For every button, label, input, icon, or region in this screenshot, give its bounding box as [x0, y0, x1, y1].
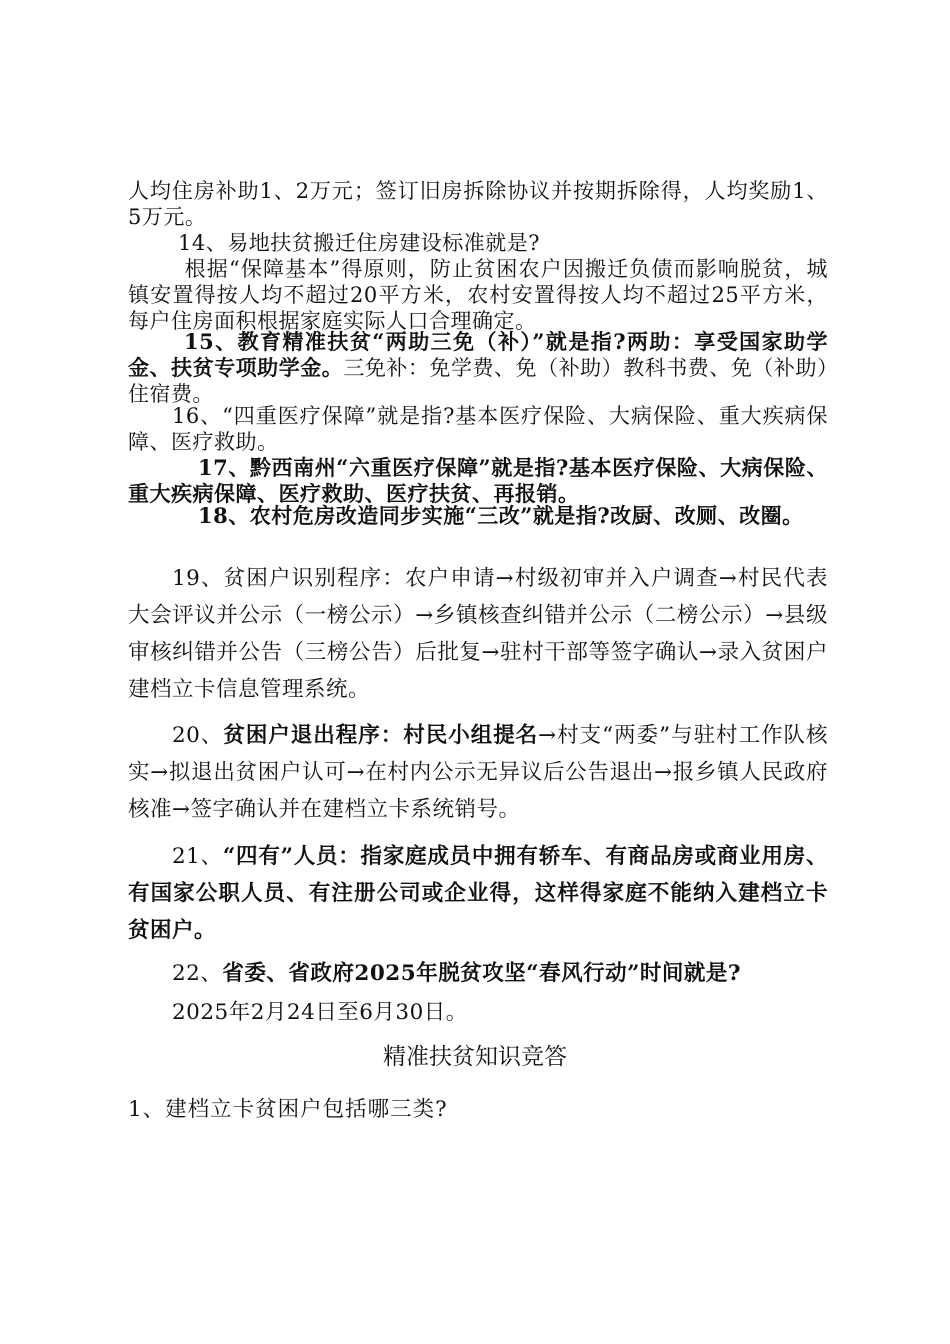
number-text: 21、	[172, 844, 223, 869]
question-18	[128, 503, 828, 529]
question-text: 14、易地扶贫搬迁住房建设标准就是?	[178, 231, 540, 255]
question-14	[128, 230, 828, 256]
question-15	[128, 329, 828, 407]
answer-22	[128, 994, 828, 1031]
answer-14	[128, 256, 828, 334]
bold-text: 省委、省政府2025年脱贫攻坚“春风行动”时间就是?	[222, 961, 742, 986]
answer-text: 2025年2月24日至6月30日。	[172, 1000, 468, 1025]
answer-text: 16、“四重医疗保障”就是指?基本医疗保险、大病保险、重大疾病保障、医疗救助。	[128, 404, 828, 454]
paragraph-text: 人均住房补助1、2万元；签订旧房拆除协议并按期拆除得，人均奖励1、5万元。	[128, 179, 828, 229]
question-21	[128, 838, 828, 949]
answer-text: 三免补：免学费、免（补助）教科书费、免（补助）住宿费。	[128, 356, 828, 406]
bold-text: 15、教育精准扶贫“两助三免（补）”就是指?两助：享受国家助学金、扶贫专项助学金。	[128, 329, 828, 380]
answer-text: →村支“两委”与驻村工作队核实→拟退出贫困户认可→在村内公示无异议后公告退出→报乡镇人民政府核准→签字确认并在建档立卡系统销号。	[128, 723, 829, 822]
question-17	[128, 455, 828, 507]
bold-text: 贫困户退出程序：村民小组提名	[223, 723, 539, 748]
section-title: 精准扶贫知识竞答	[383, 1044, 567, 1070]
quiz-question-1: 1、建档立卡贫困户包括哪三类?	[128, 1097, 448, 1122]
question-16	[128, 403, 828, 455]
question-19	[128, 560, 828, 708]
bold-text: 18、农村危房改造同步实施“三改”就是指?改厨、改厕、改圈。	[198, 503, 804, 528]
bold-text: “四有”人员：指家庭成员中拥有轿车、有商品房或商业用房、有国家公职人员、有注册公司或企业得，这样得家庭不能纳入建档立卡贫困户。	[128, 844, 828, 943]
number-text: 20、	[172, 723, 224, 748]
number-text: 22、	[172, 961, 223, 986]
answer-text: 根据“保障基本”得原则，防止贫困农户因搬迁负债而影响脱贫，城镇安置得按人均不超过20平方米，农村安置得按人均不超过25平方米，每户住房面积根据家庭实际人口合理确定。	[128, 257, 828, 333]
question-20	[128, 717, 828, 828]
question-22	[128, 955, 828, 992]
bold-text: 17、黔西南州“六重医疗保障”就是指?基本医疗保险、大病保险、重大疾病保障、医疗救助、医疗扶贫、再报销。	[128, 455, 828, 506]
answer-text: 19、贫困户识别程序：农户申请→村级初审并入户调查→村民代表大会评议并公示（一榜公示）→乡镇核查纠错并公示（二榜公示）→县级审核纠错并公告（三榜公告）后批复→驻村干部等签字确认→录入贫困户建档立卡信息管理系统。	[128, 566, 828, 702]
paragraph-housing-subsidy	[128, 178, 828, 230]
